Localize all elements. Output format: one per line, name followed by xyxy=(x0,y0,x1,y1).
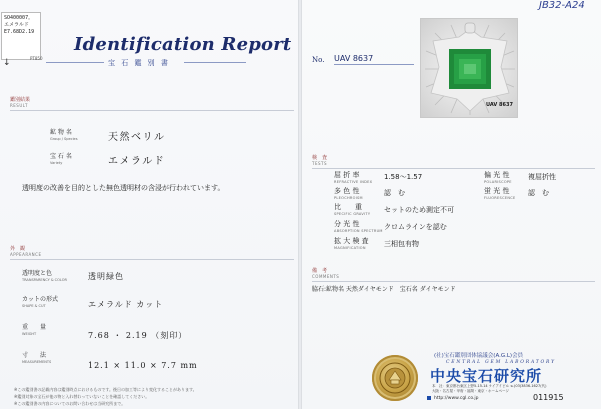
transparency-color-value: 透明緑色 xyxy=(88,272,124,281)
tag-line: E7.68D2.19 xyxy=(4,29,35,35)
appearance-section-label: 外 観 APPEARANCE xyxy=(10,246,42,257)
website-icon xyxy=(427,396,431,400)
subtitle-rule-left xyxy=(46,62,104,63)
lab-website: http://www.cgl.co.jp xyxy=(434,396,479,401)
group-species-value: 天然ベリル xyxy=(108,132,166,143)
shape-cut-label: カットの形式 SHAPE & CUT xyxy=(22,296,58,308)
tests-section-rule xyxy=(312,168,595,169)
tests-section-label: 検 査 TESTS xyxy=(312,155,328,166)
report-title: Identification Report xyxy=(74,34,292,55)
fluorescence-label: 蛍 光 性 FLUORESCENCE xyxy=(484,187,516,200)
magnification-value: 三相包有物 xyxy=(384,240,419,248)
footnote-1: ※この鑑別書の記載内容は鑑別時点におけるものです。後日の加工等により変化することがあります。 xyxy=(14,387,197,392)
pleochroism-label: 多 色 性 PLEOCHROISM xyxy=(334,187,363,200)
measurements-label: 寸 法 MEASUREMENTS xyxy=(22,352,52,364)
appearance-section-rule xyxy=(10,259,294,260)
magnification-label: 拡 大 検 査 MAGNIFICATION xyxy=(334,237,369,250)
lab-name-japanese: 中央宝石研究所 xyxy=(430,367,543,385)
price-tag xyxy=(1,12,41,60)
polariscope-value: 複屈折性 xyxy=(528,173,556,181)
pleochroism-value: 認 む xyxy=(384,189,405,197)
treatment-note: 透明度の改善を目的とした無色透明材の含浸が行われています。 xyxy=(22,184,225,192)
report-subtitle: 宝 石 鑑 別 書 xyxy=(108,59,170,67)
result-section-label: 鑑別結果 RESULT xyxy=(10,97,31,108)
weight-label: 重 量 WEIGHT xyxy=(22,324,47,336)
lab-seal-icon xyxy=(372,355,418,401)
tag-line: SO400007。 xyxy=(4,15,34,21)
shape-cut-value: エメラルド カット xyxy=(88,300,164,309)
absorption-spectrum-label: 分 光 性 ABSORPTION SPECTRUM xyxy=(334,220,383,233)
result-section-rule xyxy=(10,110,294,111)
refractive-index-value: 1.58～1.57 xyxy=(384,173,423,181)
comments-section-label: 備 考 COMMENTS xyxy=(312,268,340,279)
fluorescence-value: 認 む xyxy=(528,189,549,197)
tag-arrow-icon: ↓ xyxy=(3,58,11,68)
comments-text: 脇石:鉱物名 天然ダイヤモンド 宝石名 ダイヤモンド xyxy=(312,286,456,293)
photo-caption: UAV 8637 xyxy=(486,102,513,108)
comments-section-rule xyxy=(312,281,595,282)
subtitle-rule-right xyxy=(184,62,246,63)
specific-gravity-value: セットのため測定不可 xyxy=(384,206,454,214)
tag-note: PT850 xyxy=(30,56,43,61)
tag-line: エメラルド xyxy=(4,22,29,28)
seal-emblem-icon xyxy=(372,355,418,401)
association-membership: (社)宝石鑑別団体協議会(A.G.L)会員 xyxy=(434,353,524,359)
group-species-label: 鉱 物 名 Group / Species xyxy=(50,129,78,141)
variety-value: エメラルド xyxy=(108,156,166,167)
lab-branches: 大阪・名古屋・甲府・福岡・東京・ホームページ xyxy=(432,389,509,393)
footnote-3: ※この鑑別書の内容についてのお問い合わせは当研究所まで。 xyxy=(14,401,126,406)
polariscope-label: 偏 光 性 POLARISCOPE xyxy=(484,171,512,184)
transparency-color-label: 透明度と色 TRANSPARENCY & COLOR xyxy=(22,270,67,282)
measurements-value: 12.1 × 11.0 × 7.7 mm xyxy=(88,361,198,370)
footnote-2: ※鑑別対象の宝石が他の物と入れ替わっていないことを確認してください。 xyxy=(14,394,150,399)
absorption-spectrum-value: クロムラインを認む xyxy=(384,223,447,231)
serial-number: 011915 xyxy=(533,393,564,402)
variety-label: 宝 石 名 Variety xyxy=(50,153,72,165)
weight-value: 7.68 ・ 2.19 （刻印） xyxy=(88,331,188,340)
handwritten-code: JB32-A24 xyxy=(539,0,585,11)
lab-name-english: CENTRAL GEM LABORATORY xyxy=(446,360,556,365)
refractive-index-label: 屈 折 率 REFRACTIVE INDEX xyxy=(334,171,373,184)
report-number-label: No. xyxy=(312,56,325,64)
specific-gravity-label: 比 重 SPECIFIC GRAVITY xyxy=(334,203,371,216)
lab-address: 本 社：東京都台東区上野5-15-14 ケイアイビル ℡(03)3836-1627(代) xyxy=(432,384,547,388)
report-number: UAV 8637 xyxy=(334,54,414,65)
